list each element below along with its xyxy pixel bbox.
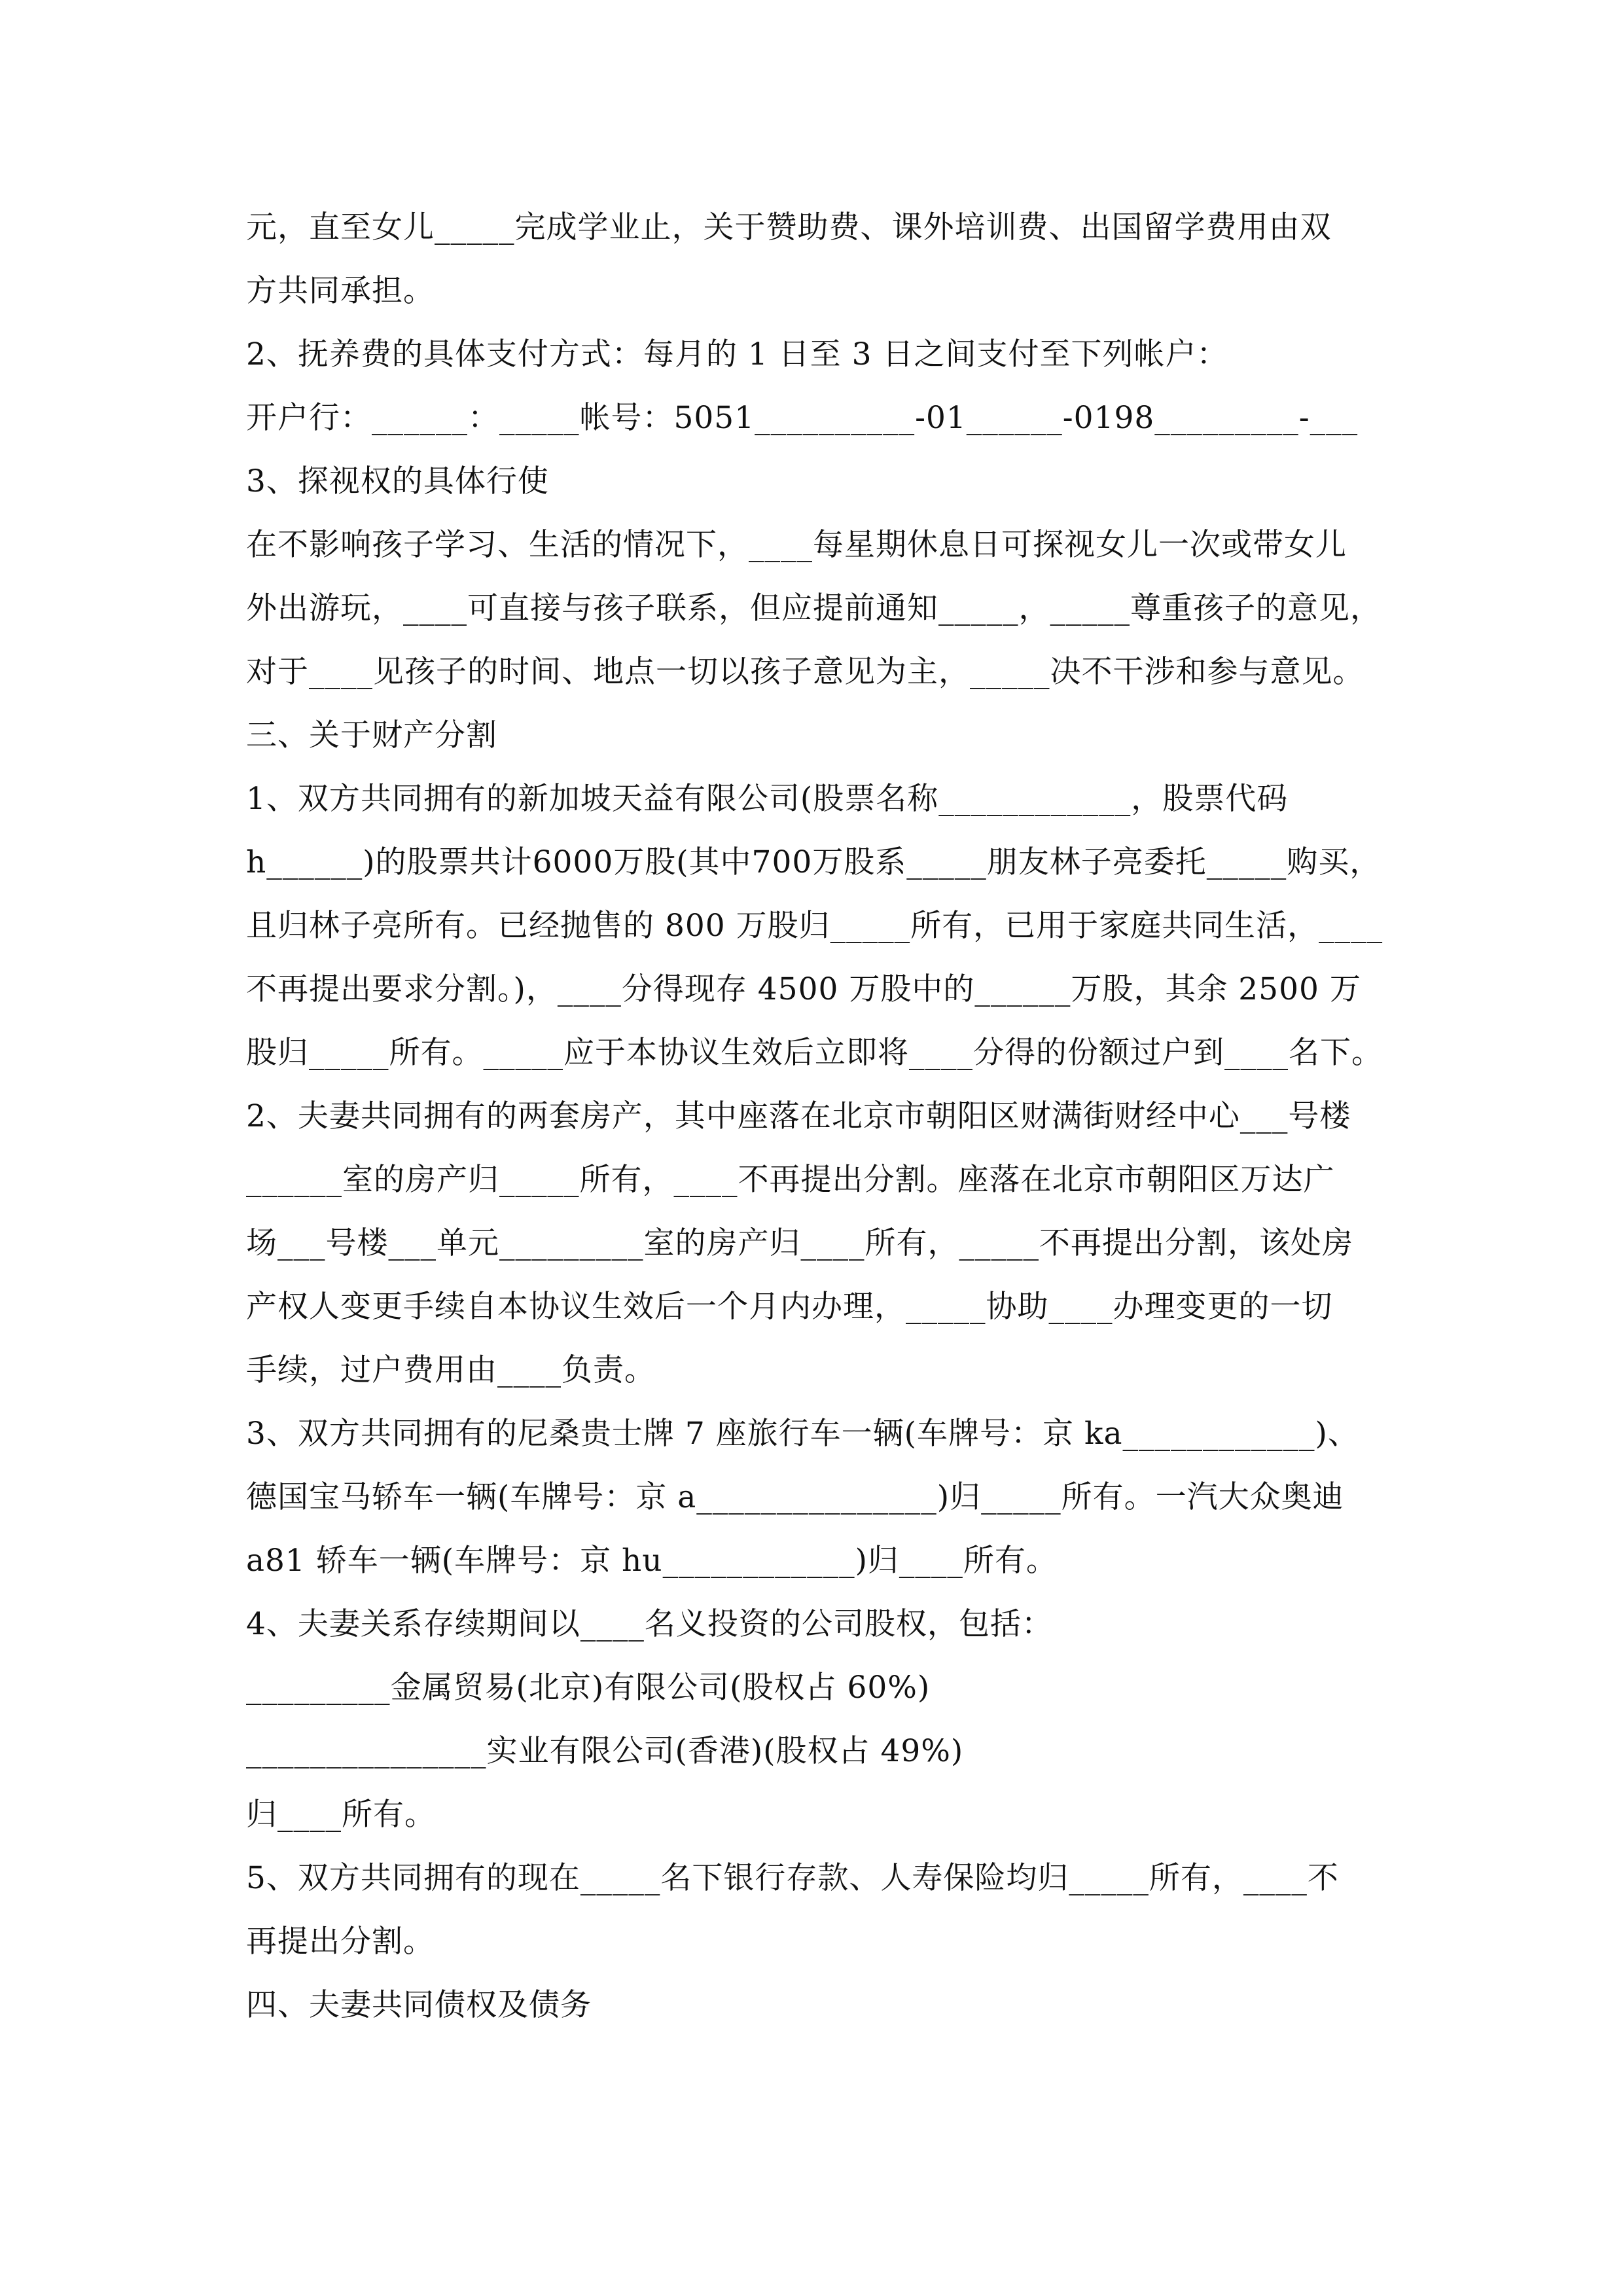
text-line: _______________实业有限公司(香港)(股权占 49%) (246, 1733, 964, 1769)
text-line: 再提出分割。 (246, 1924, 435, 1960)
text-line: 开户行：______：_____帐号：5051__________-01______-0198_________-___ (246, 400, 1359, 436)
section-heading: 三、关于财产分割 (246, 717, 497, 753)
text-line: 2、抚养费的具体支付方式：每月的 1 日至 3 日之间支付至下列帐户： (246, 336, 1228, 372)
text-line: 产权人变更手续自本协议生效后一个月内办理，_____协助____办理变更的一切 (246, 1289, 1333, 1325)
text-line: 2、夫妻共同拥有的两套房产，其中座落在北京市朝阳区财满街财经中心___号楼 (246, 1098, 1351, 1134)
text-line: 对于____见孩子的时间、地点一切以孩子意见为主，_____决不干涉和参与意见。 (246, 654, 1364, 690)
text-line: 方共同承担。 (246, 273, 435, 309)
text-line: 手续，过户费用由____负责。 (246, 1352, 656, 1388)
text-line: 1、双方共同拥有的新加坡天益有限公司(股票名称____________，股票代码 (246, 781, 1289, 817)
text-line: 归____所有。 (246, 1797, 436, 1833)
text-line: 股归_____所有。_____应于本协议生效后立即将____分得的份额过户到____名下。 (246, 1035, 1383, 1071)
text-line: 不再提出要求分割。)，____分得现存 4500 万股中的______万股，其余 2500 万 (246, 971, 1361, 1007)
section-heading: 3、探视权的具体行使 (246, 463, 549, 499)
text-line: 元，直至女儿_____完成学业止，关于赞助费、课外培训费、出国留学费用由双 (246, 209, 1332, 245)
text-line: 且归林子亮所有。已经抛售的 800 万股归_____所有，已用于家庭共同生活，____ (246, 908, 1383, 944)
section-heading: 四、夫妻共同债权及债务 (246, 1987, 592, 2023)
text-line: 3、双方共同拥有的尼桑贵士牌 7 座旅行车一辆(车牌号：京 ka____________)、 (246, 1416, 1359, 1452)
text-line: 4、夫妻关系存续期间以____名义投资的公司股权，包括： (246, 1606, 1053, 1642)
text-line: _________金属贸易(北京)有限公司(股权占 60%) (246, 1670, 931, 1706)
text-line: 场___号楼___单元_________室的房产归____所有，_____不再提出分割，该处房 (246, 1225, 1353, 1261)
text-line: 外出游玩，____可直接与孩子联系，但应提前通知_____，_____尊重孩子的意见， (246, 590, 1382, 626)
text-line: 在不影响孩子学习、生活的情况下，____每星期休息日可探视女儿一次或带女儿 (246, 527, 1347, 563)
text-line: ______室的房产归_____所有，____不再提出分割。座落在北京市朝阳区万达广 (246, 1162, 1335, 1198)
text-line: 5、双方共同拥有的现在_____名下银行存款、人寿保险均归_____所有，____不 (246, 1860, 1339, 1896)
text-line: a81 轿车一辆(车牌号：京 hu____________)归____所有。 (246, 1543, 1058, 1579)
text-line: 德国宝马轿车一辆(车牌号：京 a_______________)归_____所有。一汽大众奥迪 (246, 1479, 1344, 1515)
text-line: h______)的股票共计6000万股(其中700万股系_____朋友林子亮委托_____购买， (246, 844, 1382, 880)
